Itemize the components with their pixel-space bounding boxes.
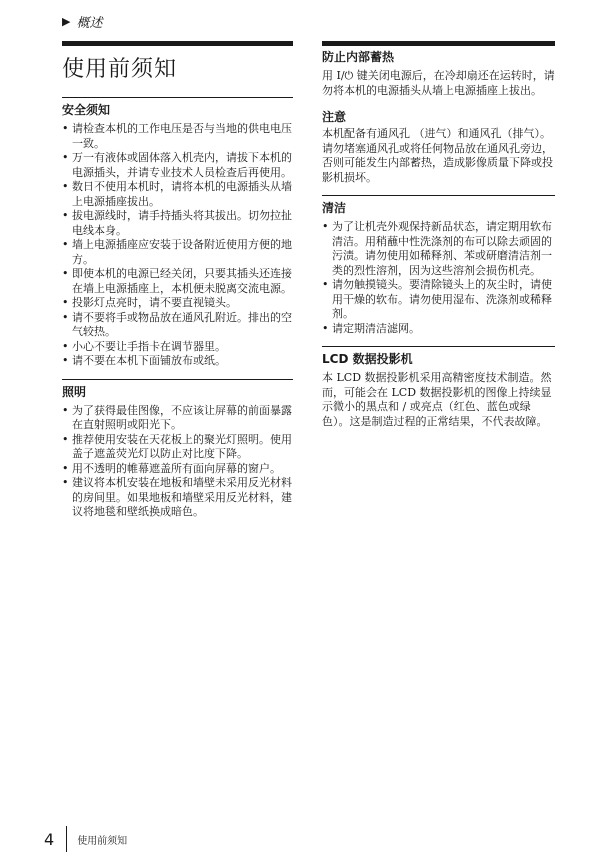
list-item: • 小心不要让手指卡在调节器里。: [62, 340, 293, 355]
list-item: • 用不透明的帷幕遮盖所有面向屏幕的窗户。: [62, 462, 293, 477]
page-footer: [44, 826, 127, 852]
page-number: 4: [44, 829, 55, 849]
heat-section-text: 用 I/⏻ 键关闭电源后，在冷却扇还在运转时，请勿将本机的电源插头从墙上电源插座上拔出。: [322, 69, 555, 97]
cleaning-section-title: 清洁: [322, 195, 555, 216]
lighting-section-title: 照明: [62, 379, 293, 400]
header-section-label: 概述: [76, 16, 103, 31]
cleaning-section: [322, 195, 555, 336]
list-item: • 请不要将手或物品放在通风孔附近。排出的空气较热。: [62, 311, 293, 340]
lcd-section: [322, 346, 555, 429]
list-item: • 请定期清洁滤网。: [322, 322, 555, 337]
list-item: • 数日不使用本机时，请将本机的电源插头从墙上电源插座拔出。: [62, 180, 293, 209]
list-item: • 投影灯点亮时，请不要直视镜头。: [62, 296, 293, 311]
title-rule: [62, 41, 293, 46]
list-item: • 万一有液体或固体落入机壳内，请拔下本机的电源插头，并请专业技术人员检查后再使用。: [62, 151, 293, 180]
heat-section: [322, 41, 555, 98]
lcd-section-text: 本 LCD 数据投影机采用高精密度技术制造。然而，可能会在 LCD 数据投影机的图像上持续显示微小的黑点和 / 或亮点（红色、蓝色或绿色）。这是制造过程的正常结果，不代表故障。: [322, 371, 552, 428]
list-item: • 推荐使用安装在天花板上的聚光灯照明。使用盖子遮盖荧光灯以防止对比度下降。: [62, 433, 293, 462]
lighting-section: [62, 379, 293, 520]
caution-section: [322, 108, 555, 185]
list-item: • 为了让机壳外观保持新品状态，请定期用软布清洁。用稍蘸中性洗涤剂的布可以除去顽固的污渍。请勿使用如稀释剂、苯或研磨清洁剂一类的烈性溶剂，因为这些溶剂会损伤机壳。: [322, 220, 555, 278]
safety-list: [62, 122, 293, 369]
page-title: 使用前须知: [62, 57, 178, 82]
list-item: • 请检查本机的工作电压是否与当地的供电电压一致。: [62, 122, 293, 151]
safety-section-title: 安全须知: [62, 97, 293, 118]
right-column: [322, 41, 555, 433]
safety-section: [62, 97, 293, 369]
list-item: • 墙上电源插座应安装于设备附近使用方便的地方。: [62, 238, 293, 267]
page-header: [62, 12, 102, 31]
list-item: • 拔电源线时，请手持插头将其拔出。切勿拉扯电线本身。: [62, 209, 293, 238]
cleaning-list: [322, 220, 555, 336]
list-item: • 请不要在本机下面铺放布或纸。: [62, 354, 293, 369]
footer-divider: [66, 826, 67, 852]
caution-text: 本机配备有通风孔 （进气）和通风孔（排气）。请勿堵塞通风孔或将任何物品放在通风孔旁边，否则可能发生内部蓄热，造成影像质量下降或投影机损坏。: [322, 127, 553, 184]
list-item: • 请勿触摸镜头。要清除镜头上的灰尘时，请使用干燥的软布。请勿使用湿布、洗涤剂或稀释剂。: [322, 278, 555, 322]
lighting-list: [62, 404, 293, 520]
lcd-section-title: LCD 数据投影机: [322, 346, 555, 367]
header-arrow-icon: ▶: [62, 15, 71, 28]
list-item: • 建议将本机安装在地板和墙壁未采用反光材料的房间里。如果地板和墙壁采用反光材料，建议将地毯和壁纸换成暗色。: [62, 476, 293, 520]
heat-section-title: 防止内部蓄热: [322, 41, 555, 65]
caution-title: 注意: [322, 110, 347, 124]
footer-label: 使用前须知: [77, 835, 128, 847]
list-item: • 即使本机的电源已经关闭，只要其插头还连接在墙上电源插座上，本机便未脱离交流电源。: [62, 267, 293, 296]
list-item: • 为了获得最佳图像，不应该让屏幕的前面暴露在直射照明或阳光下。: [62, 404, 293, 433]
left-column: [62, 41, 293, 530]
